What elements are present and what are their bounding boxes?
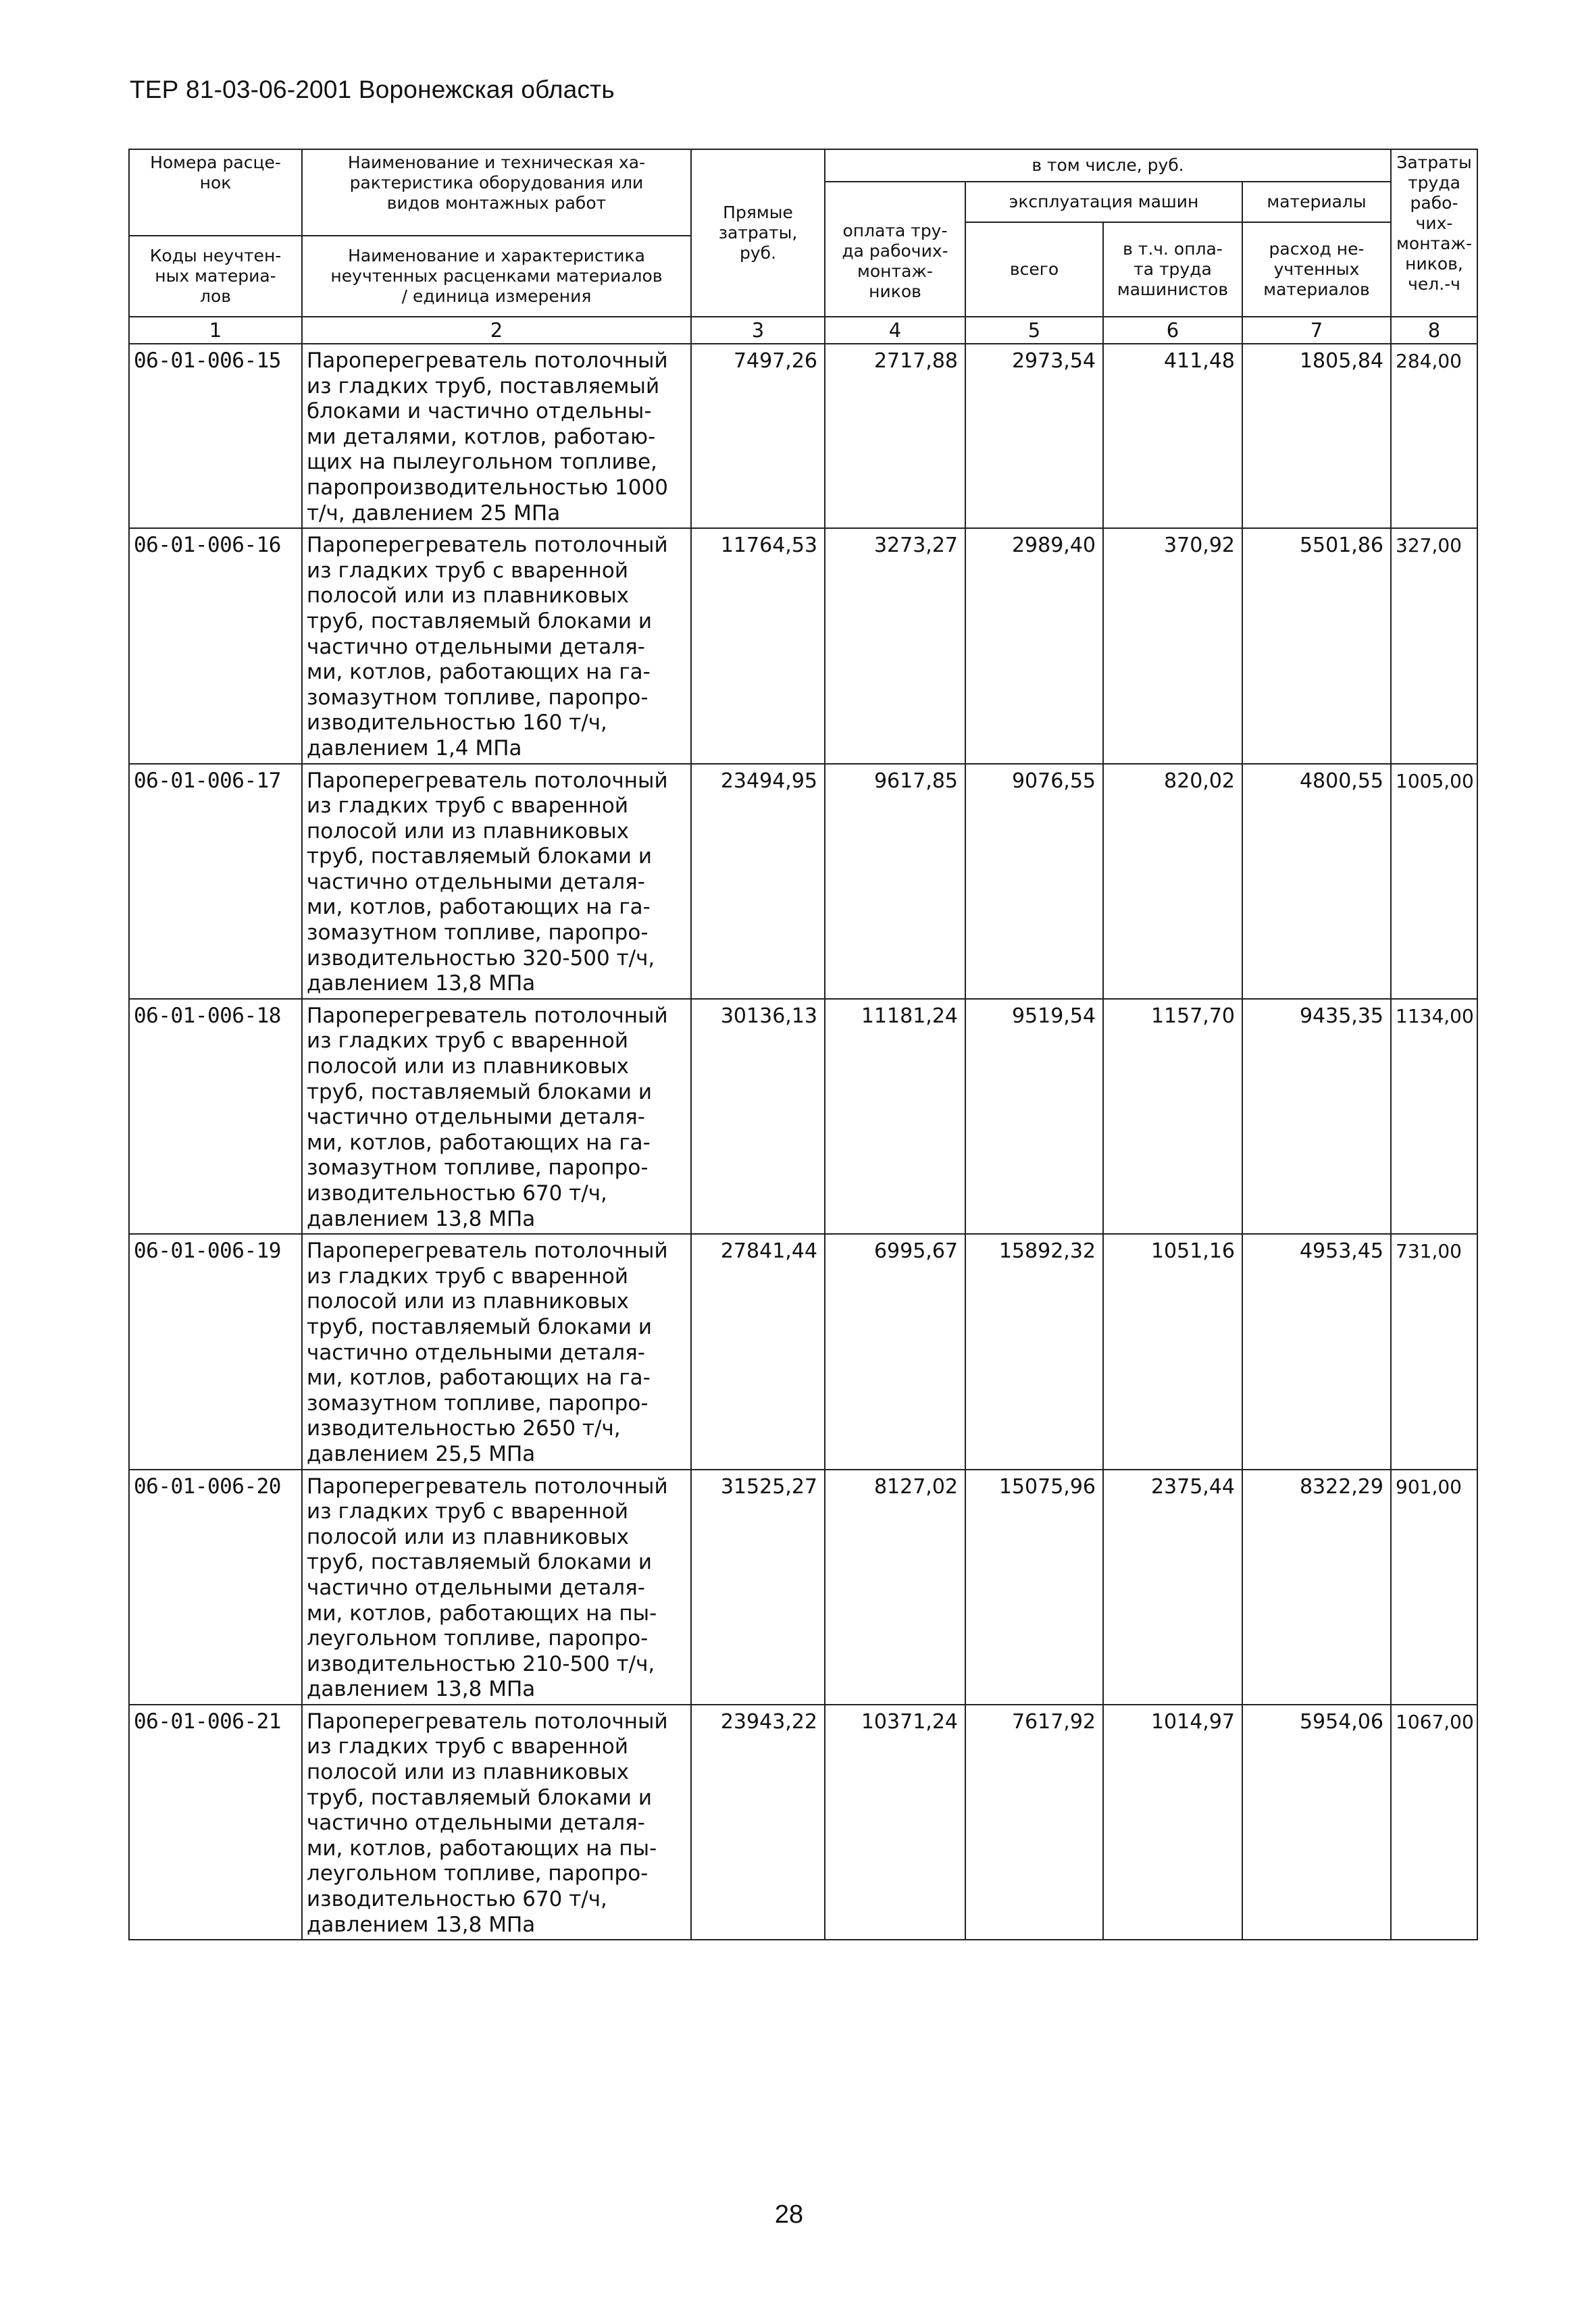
- description-line: изводительностью 210-500 т/ч,: [307, 1651, 655, 1676]
- description-line: щих на пылеугольном топливе,: [307, 450, 657, 475]
- description-line: ми, котлов, работающих на га-: [307, 660, 651, 685]
- cell-labor-cost: 284,00: [1391, 344, 1477, 528]
- cell-machines-incl: 1014,97: [1103, 1705, 1242, 1940]
- table-row: [129, 1234, 1477, 1469]
- description-line: леугольном топливе, паропро-: [307, 1626, 648, 1651]
- column-number: 4: [825, 317, 965, 344]
- rates-table: [128, 149, 1478, 1940]
- table-row: [129, 1705, 1477, 1940]
- description-line: из гладких труб с вваренной: [307, 1029, 628, 1054]
- column-numbers-row: [129, 317, 1477, 344]
- cell-materials: 9435,35: [1242, 999, 1391, 1234]
- description-line: полосой или из плавниковых: [307, 584, 630, 609]
- header-labor-cost: Затраты труда рабо- чих- монтаж- ников, чел.-ч: [1391, 149, 1477, 317]
- description-line: зомазутном топливе, паропро-: [307, 1391, 648, 1416]
- rates-table-wrapper: [128, 149, 1477, 1940]
- header-including: в том числе, руб.: [825, 149, 1391, 182]
- header-materials: материалы: [1242, 182, 1391, 222]
- column-number: 6: [1103, 317, 1242, 344]
- description-line: труб, поставляемый блоками и: [307, 1314, 653, 1339]
- cell-direct-costs: 31525,27: [691, 1470, 825, 1705]
- cell-machines-incl: 1157,70: [1103, 999, 1242, 1234]
- description-line: из гладких труб с вваренной: [307, 1499, 628, 1524]
- cell-machines-total: 2973,54: [965, 344, 1103, 528]
- description-line: т/ч, давлением 25 МПа: [307, 500, 561, 525]
- description-line: труб, поставляемый блоками и: [307, 1079, 653, 1104]
- description-line: давлением 13,8 МПа: [307, 1912, 536, 1937]
- description-line: Пароперегреватель потолочный: [307, 768, 668, 793]
- cell-labor-pay: 11181,24: [825, 999, 965, 1234]
- cell-description: [302, 1470, 691, 1705]
- description-line: из гладких труб, поставляемый: [307, 373, 660, 398]
- cell-machines-total: 9519,54: [965, 999, 1103, 1234]
- column-number: 2: [302, 317, 691, 344]
- cell-rate-code: 06-01-006-15: [129, 344, 302, 528]
- description-line: труб, поставляемый блоками и: [307, 609, 653, 634]
- cell-direct-costs: 27841,44: [691, 1234, 825, 1469]
- cell-machines-incl: 1051,16: [1103, 1234, 1242, 1469]
- cell-labor-cost: 1067,00: [1391, 1705, 1477, 1940]
- column-number: 1: [129, 317, 302, 344]
- cell-direct-costs: 11764,53: [691, 528, 825, 763]
- cell-labor-pay: 2717,88: [825, 344, 965, 528]
- header-labor-pay: оплата тру- да рабочих- монтаж- ников: [825, 182, 965, 317]
- table-row: [129, 999, 1477, 1234]
- header-machines-incl: в т.ч. опла- та труда машинистов: [1103, 222, 1242, 317]
- description-line: давлением 13,8 МПа: [307, 1677, 536, 1702]
- description-line: частично отдельными деталя-: [307, 1811, 645, 1836]
- header-codes-top: Номера расце- нок: [129, 149, 302, 236]
- description-line: зомазутном топливе, паропро-: [307, 1156, 648, 1181]
- table-row: [129, 344, 1477, 528]
- cell-labor-cost: 1005,00: [1391, 764, 1477, 999]
- description-line: зомазутном топливе, паропро-: [307, 685, 648, 710]
- cell-rate-code: 06-01-006-20: [129, 1470, 302, 1705]
- cell-labor-pay: 10371,24: [825, 1705, 965, 1940]
- cell-labor-pay: 8127,02: [825, 1470, 965, 1705]
- description-line: Пароперегреватель потолочный: [307, 1239, 668, 1264]
- description-line: изводительностью 670 т/ч,: [307, 1181, 607, 1206]
- description-line: Пароперегреватель потолочный: [307, 1474, 668, 1499]
- cell-machines-total: 15075,96: [965, 1470, 1103, 1705]
- column-number: 8: [1391, 317, 1477, 344]
- description-line: ми, котлов, работающих на га-: [307, 1366, 651, 1391]
- cell-materials: 4800,55: [1242, 764, 1391, 999]
- description-line: из гладких труб с вваренной: [307, 1264, 628, 1289]
- cell-direct-costs: 23494,95: [691, 764, 825, 999]
- header-name-top: Наименование и техническая ха- рактеристика оборудования или видов монтажных работ: [302, 149, 691, 236]
- description-line: частично отдельными деталя-: [307, 1105, 645, 1130]
- description-line: Пароперегреватель потолочный: [307, 1003, 668, 1028]
- description-line: изводительностью 670 т/ч,: [307, 1887, 607, 1912]
- description-line: ми деталями, котлов, работаю-: [307, 424, 656, 449]
- description-line: полосой или из плавниковых: [307, 1289, 630, 1314]
- cell-machines-total: 15892,32: [965, 1234, 1103, 1469]
- page-header: ТЕР 81-03-06-2001 Воронежская область: [130, 76, 615, 103]
- column-number: 5: [965, 317, 1103, 344]
- description-line: полосой или из плавниковых: [307, 819, 630, 844]
- table-body: [129, 344, 1477, 1940]
- cell-labor-pay: 9617,85: [825, 764, 965, 999]
- description-line: блоками и частично отдельны-: [307, 399, 652, 424]
- description-line: изводительностью 2650 т/ч,: [307, 1416, 621, 1441]
- cell-labor-cost: 901,00: [1391, 1470, 1477, 1705]
- description-line: полосой или из плавниковых: [307, 1054, 630, 1079]
- page-number: 28: [774, 2200, 804, 2229]
- header-machines: эксплуатация машин: [965, 182, 1242, 222]
- cell-direct-costs: 7497,26: [691, 344, 825, 528]
- description-line: давлением 13,8 МПа: [307, 1206, 536, 1231]
- header-codes-bottom: Коды неучтен- ных материа- лов: [129, 236, 302, 317]
- description-line: из гладких труб с вваренной: [307, 558, 628, 583]
- description-line: труб, поставляемый блоками и: [307, 1785, 653, 1810]
- description-line: изводительностью 320-500 т/ч,: [307, 946, 655, 971]
- description-line: ми, котлов, работающих на пы-: [307, 1601, 657, 1626]
- description-line: давлением 25,5 МПа: [307, 1441, 536, 1466]
- description-line: ми, котлов, работающих на га-: [307, 1130, 651, 1155]
- description-line: давлением 13,8 МПа: [307, 971, 536, 996]
- header-machines-total: всего: [965, 222, 1103, 317]
- description-line: леугольном топливе, паропро-: [307, 1861, 648, 1886]
- cell-materials: 8322,29: [1242, 1470, 1391, 1705]
- description-line: ми, котлов, работающих на пы-: [307, 1836, 657, 1861]
- description-line: полосой или из плавниковых: [307, 1524, 630, 1549]
- cell-materials: 1805,84: [1242, 344, 1391, 528]
- table-row: [129, 1470, 1477, 1705]
- description-line: частично отдельными деталя-: [307, 634, 645, 659]
- cell-description: [302, 528, 691, 763]
- cell-rate-code: 06-01-006-21: [129, 1705, 302, 1940]
- cell-rate-code: 06-01-006-17: [129, 764, 302, 999]
- cell-machines-incl: 820,02: [1103, 764, 1242, 999]
- description-line: паропроизводительностью 1000: [307, 475, 668, 500]
- description-line: из гладких труб с вваренной: [307, 794, 628, 819]
- cell-machines-total: 7617,92: [965, 1705, 1103, 1940]
- cell-labor-cost: 327,00: [1391, 528, 1477, 763]
- description-line: частично отдельными деталя-: [307, 1340, 645, 1365]
- column-number: 3: [691, 317, 825, 344]
- cell-machines-total: 2989,40: [965, 528, 1103, 763]
- header-direct-costs: Прямые затраты, руб.: [691, 149, 825, 317]
- cell-materials: 5954,06: [1242, 1705, 1391, 1940]
- description-line: ми, котлов, работающих на га-: [307, 895, 651, 920]
- cell-machines-incl: 411,48: [1103, 344, 1242, 528]
- cell-labor-pay: 3273,27: [825, 528, 965, 763]
- header-materials-unaccounted: расход не- учтенных материалов: [1242, 222, 1391, 317]
- description-line: частично отдельными деталя-: [307, 869, 645, 894]
- cell-materials: 4953,45: [1242, 1234, 1391, 1469]
- description-line: полосой или из плавниковых: [307, 1760, 630, 1785]
- cell-description: [302, 764, 691, 999]
- cell-rate-code: 06-01-006-19: [129, 1234, 302, 1469]
- description-line: Пароперегреватель потолочный: [307, 1709, 668, 1734]
- cell-rate-code: 06-01-006-18: [129, 999, 302, 1234]
- cell-labor-cost: 731,00: [1391, 1234, 1477, 1469]
- description-line: труб, поставляемый блоками и: [307, 1550, 653, 1575]
- description-line: изводительностью 160 т/ч,: [307, 711, 607, 735]
- column-number: 7: [1242, 317, 1391, 344]
- description-line: из гладких труб с вваренной: [307, 1734, 628, 1759]
- description-line: частично отдельными деталя-: [307, 1575, 645, 1600]
- description-line: Пароперегреватель потолочный: [307, 348, 668, 373]
- cell-rate-code: 06-01-006-16: [129, 528, 302, 763]
- cell-materials: 5501,86: [1242, 528, 1391, 763]
- table-header: [129, 149, 1477, 344]
- cell-description: [302, 1234, 691, 1469]
- cell-labor-pay: 6995,67: [825, 1234, 965, 1469]
- description-line: труб, поставляемый блоками и: [307, 844, 653, 869]
- cell-description: [302, 344, 691, 528]
- header-name-bottom: Наименование и характеристика неучтенных расценками материалов / единица измерения: [302, 236, 691, 317]
- cell-direct-costs: 30136,13: [691, 999, 825, 1234]
- description-line: зомазутном топливе, паропро-: [307, 921, 648, 946]
- cell-labor-cost: 1134,00: [1391, 999, 1477, 1234]
- cell-description: [302, 1705, 691, 1940]
- description-line: Пароперегреватель потолочный: [307, 533, 668, 558]
- description-line: давлением 1,4 МПа: [307, 735, 522, 760]
- cell-machines-incl: 2375,44: [1103, 1470, 1242, 1705]
- cell-description: [302, 999, 691, 1234]
- table-row: [129, 528, 1477, 763]
- table-row: [129, 764, 1477, 999]
- cell-direct-costs: 23943,22: [691, 1705, 825, 1940]
- cell-machines-incl: 370,92: [1103, 528, 1242, 763]
- cell-machines-total: 9076,55: [965, 764, 1103, 999]
